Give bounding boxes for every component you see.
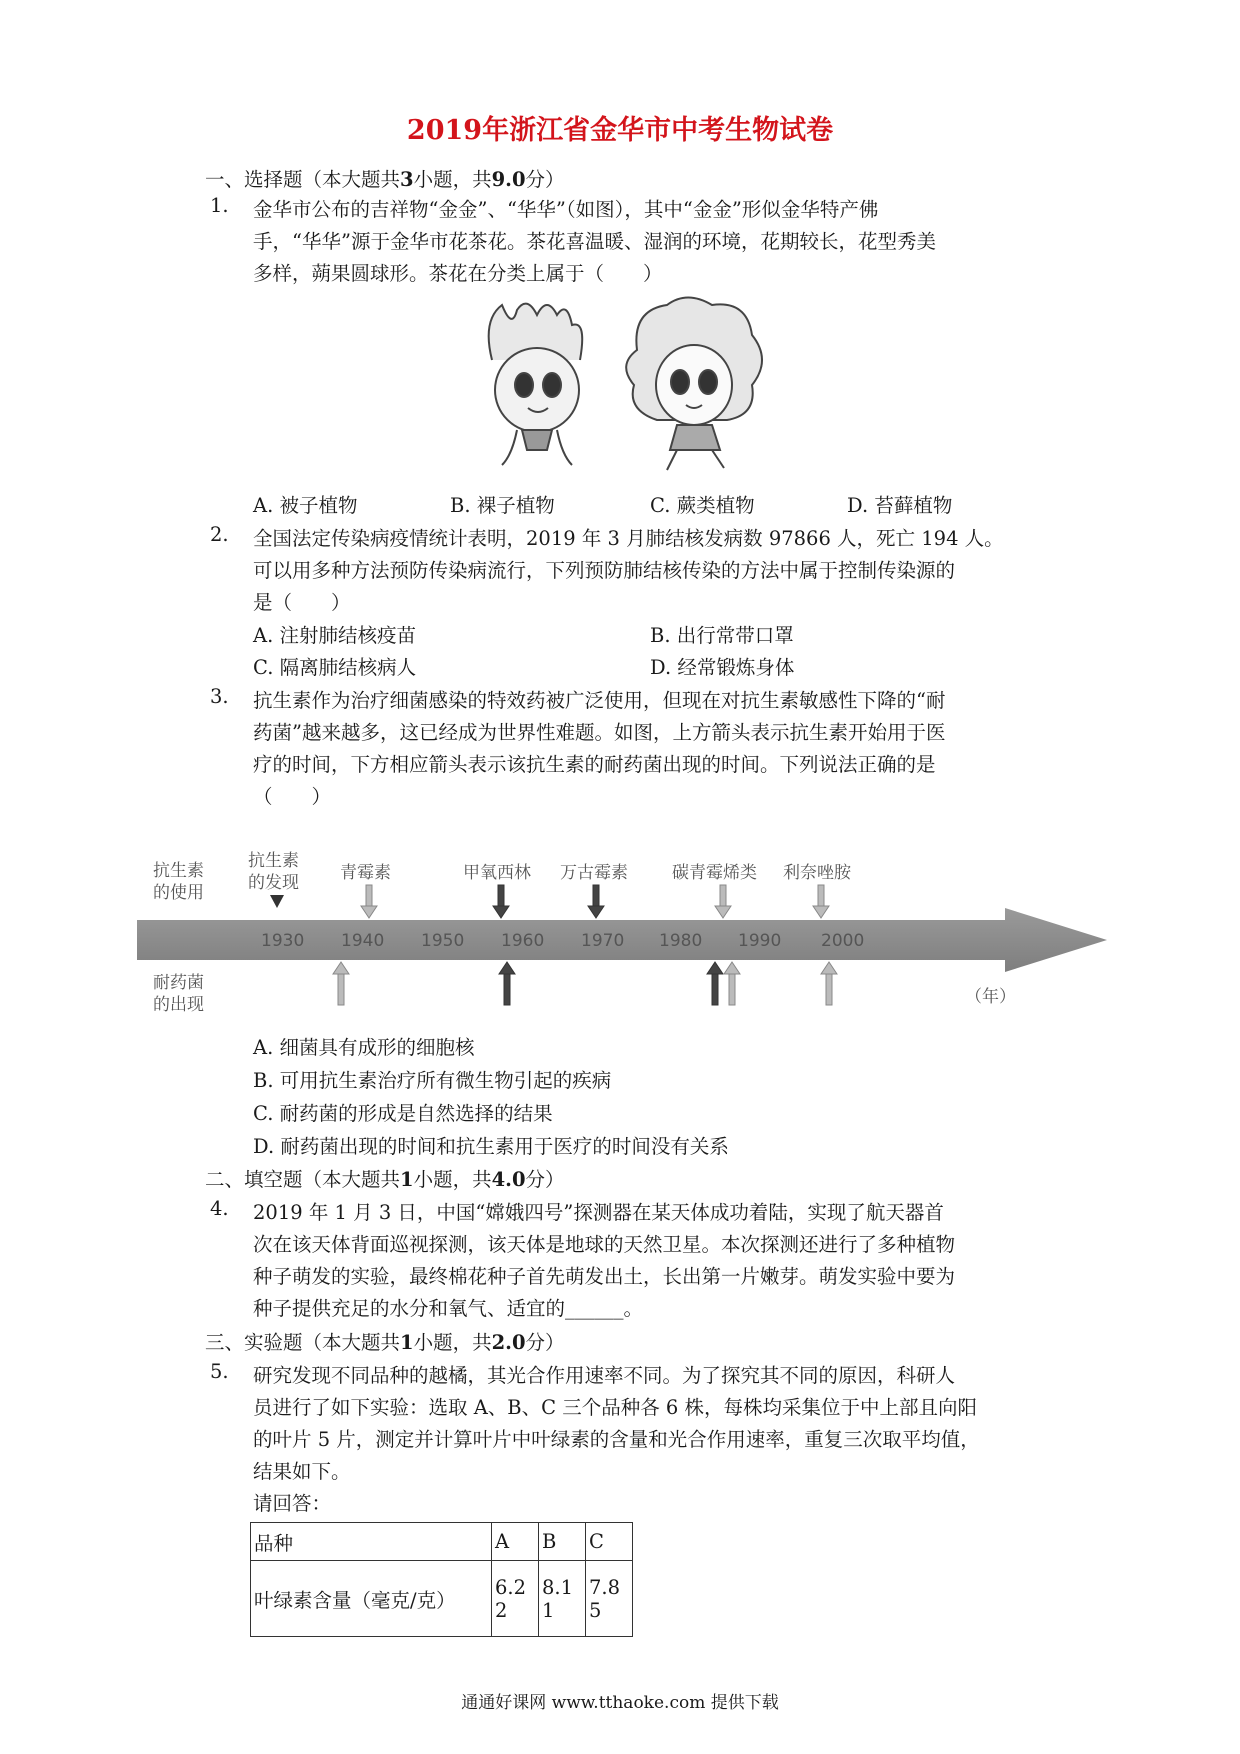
section-score: 4.0: [491, 1168, 526, 1191]
drug-label: 万古霉素: [560, 863, 628, 883]
question-2-number: 2.: [210, 523, 229, 546]
question-1-option-d[interactable]: D. 苔藓植物: [847, 494, 953, 517]
question-line: 种子萌发的实验，最终棉花种子首先萌发出土，长出第一片嫩芽。萌发实验中要为: [253, 1265, 956, 1288]
timeline-top-label-1: 抗生素: [153, 861, 204, 881]
question-line: 的叶片 5 片，测定并计算叶片中叶绿素的含量和光合作用速率，重复三次取平均值，: [253, 1428, 980, 1451]
year-tick-label: 1970: [581, 931, 625, 951]
question-1-number: 1.: [210, 194, 229, 217]
drug-label: 青霉素: [340, 863, 391, 883]
question-line: 全国法定传染病疫情统计表明，2019 年 3 月肺结核发病数 97866 人，死亡 194 人。: [253, 527, 1004, 550]
question-line: 多样，蒴果圆球形。茶花在分类上属于（ ）: [253, 262, 663, 285]
drug-use-arrow-icon: [588, 885, 604, 918]
question-line: 抗生素作为治疗细菌感染的特效药被广泛使用，但现在对抗生素敏感性下降的“耐: [253, 689, 946, 712]
timeline-top-label-2: 的使用: [153, 883, 204, 903]
question-1-option-b[interactable]: B. 裸子植物: [450, 494, 555, 517]
page-title: 2019年浙江省金华市中考生物试卷: [406, 115, 834, 146]
question-line: 疗的时间，下方相应箭头表示该抗生素的耐药菌出现的时间。下列说法正确的是: [253, 753, 936, 776]
question-line: 手，“华华”源于金华市花茶花。茶花喜温暖、湿润的环境，花期较长，花型秀美: [253, 230, 936, 253]
section-prefix: 二、填空题（本大题共: [205, 1168, 401, 1191]
question-3-option-b[interactable]: B. 可用抗生素治疗所有微生物引起的疾病: [253, 1069, 612, 1092]
question-2-option-b[interactable]: B. 出行常带口罩: [650, 624, 794, 647]
question-line: （ ）: [253, 785, 332, 808]
section-2-heading: [205, 1164, 565, 1192]
year-tick-label: 2000: [821, 931, 865, 951]
question-2-option-c[interactable]: C. 隔离肺结核病人: [253, 656, 417, 679]
question-3-number: 3.: [210, 685, 229, 708]
question-line: 研究发现不同品种的越橘，其光合作用速率不同。为了探究其不同的原因，科研人: [253, 1364, 956, 1387]
question-line: 员进行了如下实验：选取 A、B、C 三个品种各 6 株，每株均采集位于中上部且向阳: [253, 1396, 978, 1419]
question-line: 结果如下。: [253, 1460, 351, 1483]
table-cell: 品种: [251, 1523, 492, 1561]
chlorophyll-table: [250, 1522, 633, 1637]
year-tick-label: 1960: [501, 931, 545, 951]
question-5-number: 5.: [210, 1360, 229, 1383]
section-count: 1: [400, 1331, 414, 1354]
cell-line: 8.1: [542, 1575, 574, 1599]
question-2-text: [253, 523, 1038, 619]
section-score: 9.0: [491, 168, 526, 191]
section-count: 1: [400, 1168, 414, 1191]
section-suffix: 分）: [525, 168, 565, 191]
question-line: 金华市公布的吉祥物“金金”、“华华”（如图），其中“金金”形似金华特产佛: [253, 198, 879, 221]
mascot-huahua-icon: [626, 298, 762, 471]
timeline-bottom-label-2: 的出现: [153, 995, 204, 1015]
table-cell: B: [539, 1523, 586, 1561]
discovery-label-2: 的发现: [248, 873, 299, 893]
resistance-arrow-icon: [499, 962, 515, 1005]
question-2-option-d[interactable]: D. 经常锻炼身体: [650, 656, 795, 679]
table-cell: 叶绿素含量（毫克/克）: [251, 1561, 492, 1637]
cell-line: 6.2: [495, 1575, 527, 1599]
section-1-heading: [205, 164, 565, 192]
question-3-option-c[interactable]: C. 耐药菌的形成是自然选择的结果: [253, 1102, 553, 1125]
drug-label: 利奈唑胺: [783, 863, 851, 883]
question-4-text: [253, 1197, 1038, 1325]
drug-use-arrow-icon: [813, 885, 829, 918]
section-mid: 小题，共: [413, 1168, 492, 1191]
year-tick-label: 1930: [261, 931, 305, 951]
table-cell: A: [492, 1523, 539, 1561]
question-3-option-a[interactable]: A. 细菌具有成形的细胞核: [253, 1036, 475, 1059]
table-cell: [586, 1561, 633, 1637]
question-1-option-c[interactable]: C. 蕨类植物: [650, 494, 755, 517]
question-3-option-d[interactable]: D. 耐药菌出现的时间和抗生素用于医疗的时间没有关系: [253, 1135, 729, 1158]
question-line: 2019 年 1 月 3 日，中国“嫦娥四号”探测器在某天体成功着陆，实现了航天器首: [253, 1201, 944, 1224]
question-2-option-a[interactable]: A. 注射肺结核疫苗: [253, 624, 416, 647]
drug-label: 碳青霉烯类: [672, 863, 757, 883]
resistance-arrow-icon: [724, 962, 740, 1005]
year-tick-label: 1940: [341, 931, 385, 951]
table-cell: C: [586, 1523, 633, 1561]
question-line: 请回答：: [253, 1492, 332, 1515]
section-suffix: 分）: [525, 1168, 565, 1191]
section-3-heading: [205, 1327, 565, 1355]
resistance-arrow-icon: [821, 962, 837, 1005]
question-1-text: [253, 194, 1038, 290]
section-suffix: 分）: [525, 1331, 565, 1354]
table-cell: [492, 1561, 539, 1637]
year-tick-label: 1950: [421, 931, 465, 951]
question-1-option-a[interactable]: A. 被子植物: [253, 494, 358, 517]
section-prefix: 一、选择题（本大题共: [205, 168, 401, 191]
table-header-row: [251, 1523, 633, 1561]
resistance-arrow-icon: [707, 962, 723, 1005]
cell-line: 2: [495, 1598, 508, 1622]
question-5-text: [253, 1360, 1038, 1520]
section-prefix: 三、实验题（本大题共: [205, 1331, 401, 1354]
section-count: 3: [400, 168, 414, 191]
section-mid: 小题，共: [413, 1331, 492, 1354]
question-line: 次在该天体背面巡视探测，该天体是地球的天然卫星。本次探测还进行了多种植物: [253, 1233, 956, 1256]
timeline-bottom-label-1: 耐药菌: [153, 973, 204, 993]
section-mid: 小题，共: [413, 168, 492, 191]
drug-use-arrow-icon: [493, 885, 509, 918]
page-footer: 通通好课网 www.tthaoke.com 提供下载: [461, 1693, 779, 1713]
question-line: 是（ ）: [253, 591, 351, 614]
table-row: [251, 1561, 633, 1637]
question-line: 种子提供充足的水分和氧气、适宜的______。: [253, 1297, 644, 1320]
question-line: 可以用多种方法预防传染病流行，下列预防肺结核传染的方法中属于控制传染源的: [253, 559, 956, 582]
year-tick-label: 1980: [659, 931, 703, 951]
drug-use-arrow-icon: [361, 885, 377, 918]
drug-label: 甲氧西林: [463, 863, 531, 883]
section-score: 2.0: [491, 1331, 526, 1354]
question-4-number: 4.: [210, 1197, 229, 1220]
timeline-unit-label: （年）: [965, 987, 1016, 1007]
table-cell: [539, 1561, 586, 1637]
mascot-illustration: [462, 290, 792, 475]
year-tick-label: 1990: [738, 931, 782, 951]
resistance-arrow-icon: [333, 962, 349, 1005]
cell-line: 5: [589, 1598, 602, 1622]
question-line: 药菌”越来越多，这已经成为世界性难题。如图，上方箭头表示抗生素开始用于医: [253, 721, 946, 744]
discovery-marker-icon: [270, 895, 284, 908]
discovery-label-1: 抗生素: [248, 851, 299, 871]
antibiotic-timeline-diagram: [135, 840, 1115, 1015]
question-3-text: [253, 685, 1038, 813]
cell-line: 7.8: [589, 1575, 621, 1599]
cell-line: 1: [542, 1598, 555, 1622]
drug-use-arrow-icon: [715, 885, 731, 918]
mascot-jinjin-icon: [489, 304, 583, 465]
